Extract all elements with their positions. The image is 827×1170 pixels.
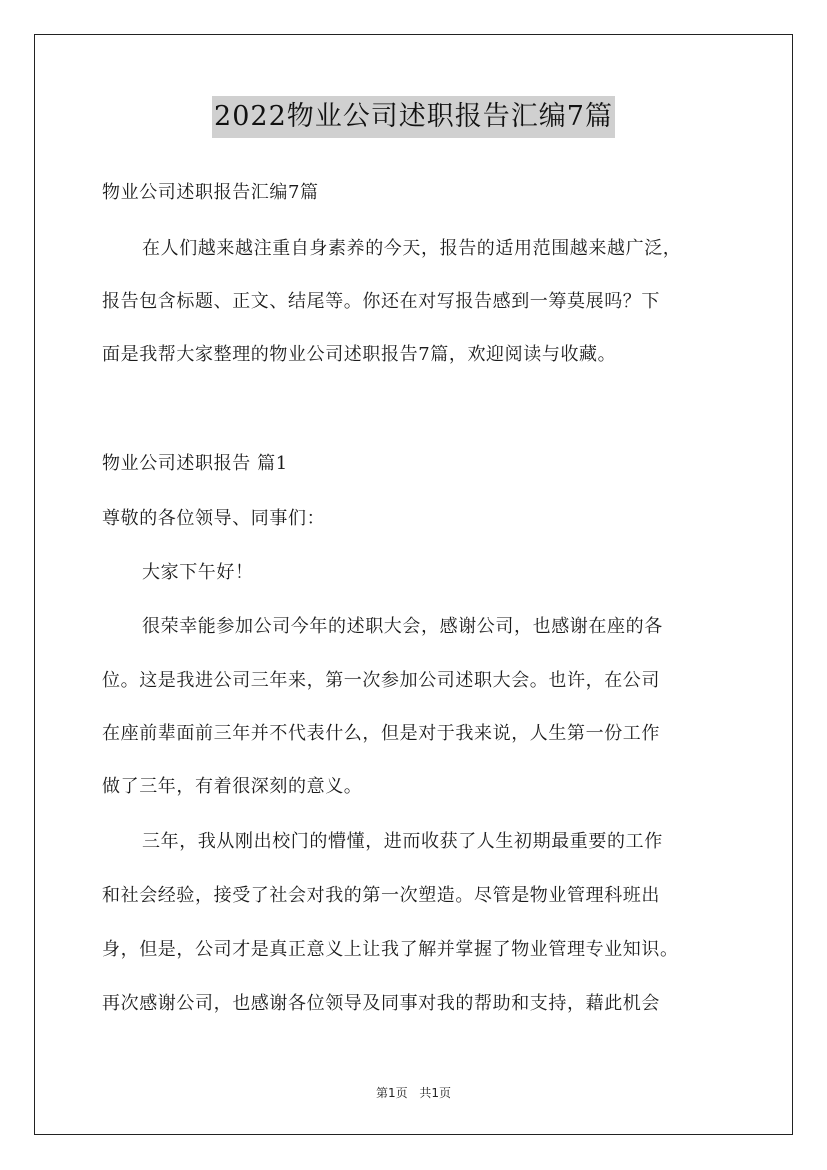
paragraph-line: 三年，我从刚出校门的懵懂，进而收获了人生初期最重要的工作 <box>142 831 663 852</box>
title-wrapper <box>0 96 827 138</box>
paragraph-line: 在人们越来越注重自身素养的今天，报告的适用范围越来越广泛， <box>142 238 682 259</box>
paragraph-line: 面是我帮大家整理的物业公司述职报告7篇，欢迎阅读与收藏。 <box>102 344 617 365</box>
paragraph-line: 报告包含标题、正文、结尾等。你还在对写报告感到一筹莫展吗？下 <box>102 291 660 312</box>
section-heading: 物业公司述职报告 篇1 <box>102 453 288 474</box>
paragraph-line: 做了三年，有着很深刻的意义。 <box>102 776 363 797</box>
page-footer <box>0 1084 827 1101</box>
salutation-line: 尊敬的各位领导、同事们： <box>102 508 326 529</box>
subtitle-line: 物业公司述职报告汇编7篇 <box>102 182 319 203</box>
paragraph-line: 位。这是我进公司三年来，第一次参加公司述职大会。也许，在公司 <box>102 670 660 691</box>
paragraph-line: 很荣幸能参加公司今年的述职大会，感谢公司，也感谢在座的各 <box>142 616 663 637</box>
paragraph-line: 再次感谢公司，也感谢各位领导及同事对我的帮助和支持，藉此机会 <box>102 993 660 1014</box>
paragraph-line: 身，但是，公司才是真正意义上让我了解并掌握了物业管理专业知识。 <box>102 939 679 960</box>
paragraph-line: 和社会经验，接受了社会对我的第一次塑造。尽管是物业管理科班出 <box>102 885 660 906</box>
greeting-line: 大家下午好！ <box>142 562 254 583</box>
page-number: 第1页 <box>375 1086 408 1100</box>
document-title: 2022物业公司述职报告汇编7篇 <box>212 96 615 138</box>
paragraph-line: 在座前辈面前三年并不代表什么，但是对于我来说，人生第一份工作 <box>102 723 660 744</box>
page-total: 共1页 <box>419 1086 452 1100</box>
